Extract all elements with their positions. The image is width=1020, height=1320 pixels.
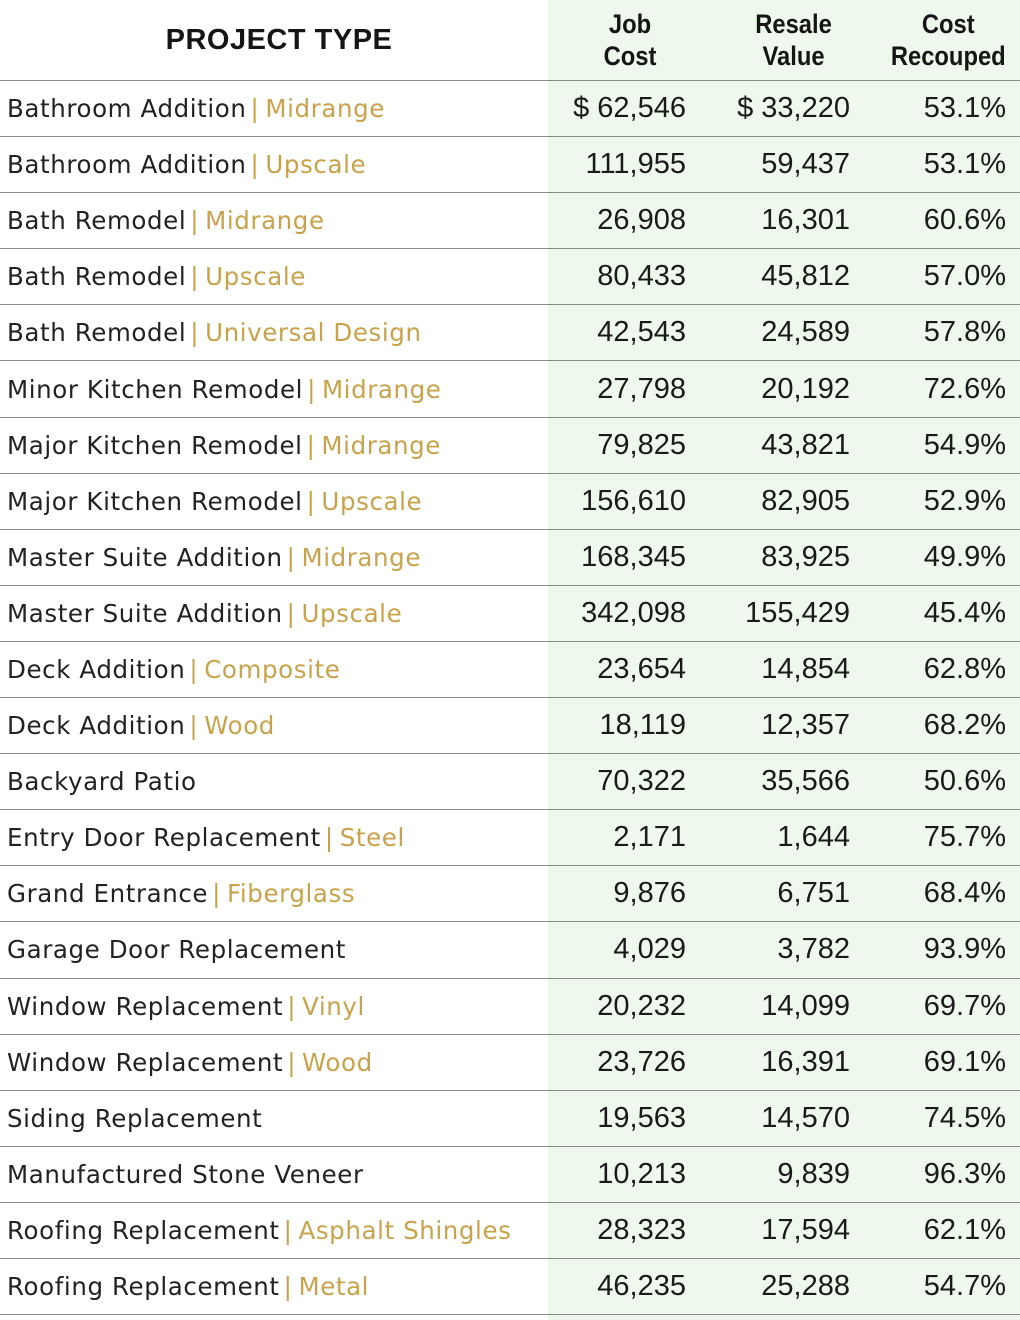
variant-separator: | <box>283 1272 293 1302</box>
cost-recouped-cell: 93.9% <box>923 933 1006 966</box>
project-name: Grand Entrance <box>7 879 209 909</box>
header-cost-recouped <box>876 0 1020 80</box>
table-row <box>0 754 1020 810</box>
variant-separator: | <box>189 654 199 684</box>
job-cost-cell: 156,610 <box>581 484 686 517</box>
table-row <box>0 137 1020 193</box>
project-variant: Steel <box>339 823 405 853</box>
cost-recouped-cell: 75.7% <box>923 821 1006 854</box>
project-type-cell <box>0 150 548 179</box>
project-name: Bath Remodel <box>7 206 187 236</box>
project-type-cell <box>0 543 548 572</box>
resale-value-cell: 59,437 <box>761 148 850 181</box>
job-cost-cell: 46,235 <box>597 1270 686 1303</box>
project-name: Deck Addition <box>7 711 186 741</box>
table-row <box>0 1035 1020 1091</box>
project-name: Roofing Replacement <box>7 1272 280 1302</box>
variant-separator: | <box>287 991 297 1021</box>
project-name: Master Suite Addition <box>7 542 283 572</box>
project-name: Siding Replacement <box>7 1103 263 1133</box>
project-type-cell <box>0 711 548 740</box>
table-row <box>0 866 1020 922</box>
cost-recouped-cell: 72.6% <box>923 372 1006 405</box>
resale-value-cell: 16,391 <box>761 1045 850 1078</box>
table-row <box>0 474 1020 530</box>
job-cost-cell: 23,654 <box>597 652 686 685</box>
job-cost-cell: 20,232 <box>597 989 686 1022</box>
variant-separator: | <box>189 711 199 741</box>
cost-recouped-cell: 62.1% <box>923 1213 1006 1246</box>
project-name: Major Kitchen Remodel <box>7 486 303 516</box>
project-type-cell <box>0 318 548 347</box>
header-project-type <box>0 0 548 80</box>
table-row <box>0 922 1020 978</box>
resale-value-cell: 155,429 <box>745 596 850 629</box>
resale-value-cell: 14,854 <box>761 652 850 685</box>
resale-value-cell: 45,812 <box>761 260 850 293</box>
project-variant: Fiberglass <box>226 879 356 909</box>
project-type-cell <box>0 375 548 404</box>
header-resale-line2: Value <box>762 41 826 71</box>
header-resale-value <box>712 0 876 80</box>
variant-separator: | <box>283 1215 293 1245</box>
resale-value-cell: 9,839 <box>777 1157 850 1190</box>
header-job-cost-line2: Cost <box>603 41 657 71</box>
job-cost-cell: 4,029 <box>613 933 686 966</box>
table-row <box>0 698 1020 754</box>
job-cost-cell: 42,543 <box>597 316 686 349</box>
job-cost-cell: $ 62,546 <box>573 92 686 125</box>
resale-value-cell: $ 33,220 <box>737 92 850 125</box>
variant-separator: | <box>287 1047 297 1077</box>
job-cost-cell: 342,098 <box>581 596 686 629</box>
table-row <box>0 305 1020 361</box>
project-name: Deck Addition <box>7 654 186 684</box>
job-cost-cell: 27,798 <box>597 372 686 405</box>
table-row <box>0 979 1020 1035</box>
project-name: Bath Remodel <box>7 262 187 292</box>
cost-recouped-cell: 68.2% <box>923 709 1006 742</box>
project-variant: Upscale <box>321 486 423 516</box>
project-name: Garage Door Replacement <box>7 935 346 965</box>
project-variant: Wood <box>302 1047 373 1077</box>
table-row <box>0 586 1020 642</box>
project-variant: Midrange <box>321 430 441 460</box>
project-variant: Midrange <box>321 374 442 404</box>
project-type-cell <box>0 655 548 684</box>
project-type-cell <box>0 935 548 964</box>
cost-recouped-cell: 45.4% <box>923 596 1006 629</box>
project-type-cell <box>0 992 548 1021</box>
variant-separator: | <box>306 430 316 460</box>
job-cost-cell: 111,955 <box>585 148 686 181</box>
job-cost-cell: 2,171 <box>613 821 686 854</box>
cost-recouped-cell: 53.1% <box>923 92 1006 125</box>
project-variant: Asphalt Shingles <box>298 1215 512 1245</box>
cost-recouped-cell: 52.9% <box>923 484 1006 517</box>
project-type-cell <box>0 1104 548 1133</box>
variant-separator: | <box>250 150 260 180</box>
table-row <box>0 642 1020 698</box>
project-name: Window Replacement <box>7 1047 284 1077</box>
resale-value-cell: 14,570 <box>761 1101 850 1134</box>
table-row <box>0 530 1020 586</box>
project-name: Window Replacement <box>7 991 284 1021</box>
resale-value-cell: 12,357 <box>761 709 850 742</box>
variant-separator: | <box>286 598 296 628</box>
project-type-cell <box>0 767 548 796</box>
project-type-cell <box>0 1216 548 1245</box>
project-type-cell <box>0 94 548 123</box>
project-type-cell <box>0 1048 548 1077</box>
cost-recouped-cell: 57.0% <box>923 260 1006 293</box>
job-cost-cell: 80,433 <box>597 260 686 293</box>
variant-separator: | <box>190 206 200 236</box>
variant-separator: | <box>324 823 334 853</box>
project-name: Bath Remodel <box>7 318 187 348</box>
header-resale-line1: Resale <box>755 9 833 39</box>
project-type-cell <box>0 262 548 291</box>
resale-value-cell: 24,589 <box>761 316 850 349</box>
resale-value-cell: 1,644 <box>777 821 850 854</box>
job-cost-cell: 70,322 <box>597 765 686 798</box>
project-name: Bathroom Addition <box>7 150 247 180</box>
variant-separator: | <box>306 486 316 516</box>
job-cost-cell: 28,323 <box>597 1213 686 1246</box>
table-row <box>0 810 1020 866</box>
header-job-cost <box>548 0 712 80</box>
cost-recouped-cell: 69.1% <box>923 1045 1006 1078</box>
job-cost-cell: 79,825 <box>597 428 686 461</box>
cost-recouped-cell: 62.8% <box>923 652 1006 685</box>
resale-value-cell: 6,751 <box>777 877 850 910</box>
project-variant: Composite <box>204 654 341 684</box>
header-job-cost-line1: Job <box>608 9 652 39</box>
job-cost-cell: 18,119 <box>599 709 686 742</box>
project-variant: Midrange <box>301 542 421 572</box>
table-header <box>0 0 1020 81</box>
header-recouped-line2: Recouped <box>890 41 1006 71</box>
variant-separator: | <box>190 318 200 348</box>
resale-value-cell: 16,301 <box>761 204 850 237</box>
project-name: Major Kitchen Remodel <box>7 430 303 460</box>
resale-value-cell: 17,594 <box>761 1213 850 1246</box>
job-cost-cell: 23,726 <box>597 1045 686 1078</box>
cost-recouped-cell: 54.7% <box>923 1270 1006 1303</box>
cost-recouped-cell: 74.5% <box>923 1101 1006 1134</box>
job-cost-cell: 168,345 <box>581 540 686 573</box>
resale-value-cell: 3,782 <box>777 933 850 966</box>
resale-value-cell: 35,566 <box>761 765 850 798</box>
job-cost-cell: 26,908 <box>597 204 686 237</box>
cost-recouped-cell: 54.9% <box>923 428 1006 461</box>
table-body <box>0 81 1020 1315</box>
project-variant: Midrange <box>265 94 385 124</box>
project-type-cell <box>0 599 548 628</box>
job-cost-cell: 10,213 <box>597 1157 686 1190</box>
project-name: Entry Door Replacement <box>7 823 321 853</box>
project-type-cell <box>0 1272 548 1301</box>
project-type-cell <box>0 879 548 908</box>
cost-recouped-cell: 49.9% <box>923 540 1006 573</box>
project-variant: Universal Design <box>205 318 422 348</box>
table-row <box>0 418 1020 474</box>
project-variant: Upscale <box>205 262 306 292</box>
cost-recouped-cell: 53.1% <box>923 148 1006 181</box>
table-row <box>0 361 1020 417</box>
resale-value-cell: 25,288 <box>761 1270 850 1303</box>
table-row <box>0 1203 1020 1259</box>
cost-recouped-cell: 69.7% <box>923 989 1006 1022</box>
cost-recouped-cell: 60.6% <box>923 204 1006 237</box>
project-type-cell <box>0 206 548 235</box>
table-row <box>0 193 1020 249</box>
variant-separator: | <box>307 374 316 404</box>
project-name: Roofing Replacement <box>7 1215 280 1245</box>
project-variant: Metal <box>298 1272 370 1302</box>
table-row <box>0 1147 1020 1203</box>
cost-recouped-cell: 50.6% <box>923 765 1006 798</box>
project-variant: Midrange <box>205 206 325 236</box>
resale-value-cell: 82,905 <box>761 484 850 517</box>
project-name: Manufactured Stone Veneer <box>7 1159 364 1189</box>
resale-value-cell: 20,192 <box>761 372 850 405</box>
table-row <box>0 81 1020 137</box>
table-row <box>0 249 1020 305</box>
project-name: Master Suite Addition <box>7 598 283 628</box>
variant-separator: | <box>190 262 200 292</box>
project-variant: Wood <box>204 711 275 741</box>
cost-recouped-cell: 96.3% <box>923 1157 1006 1190</box>
project-variant: Upscale <box>301 598 403 628</box>
project-type-cell <box>0 431 548 460</box>
cost-recouped-cell: 68.4% <box>923 877 1006 910</box>
project-variant: Upscale <box>265 150 367 180</box>
project-name: Backyard Patio <box>7 767 197 797</box>
table-row <box>0 1259 1020 1315</box>
project-type-cell <box>0 1160 548 1189</box>
table-row <box>0 1091 1020 1147</box>
project-name: Minor Kitchen Remodel <box>7 374 304 404</box>
project-type-cell <box>0 823 548 852</box>
job-cost-cell: 19,563 <box>597 1101 686 1134</box>
project-variant: Vinyl <box>302 991 365 1021</box>
resale-value-cell: 14,099 <box>761 989 850 1022</box>
project-name: Bathroom Addition <box>7 94 247 124</box>
resale-value-cell: 43,821 <box>761 428 850 461</box>
job-cost-cell: 9,876 <box>613 877 686 910</box>
variant-separator: | <box>250 94 260 124</box>
header-project-type-label: PROJECT TYPE <box>165 23 393 56</box>
variant-separator: | <box>212 879 221 909</box>
variant-separator: | <box>286 542 296 572</box>
project-type-cell <box>0 487 548 516</box>
resale-value-cell: 83,925 <box>761 540 850 573</box>
cost-recouped-cell: 57.8% <box>923 316 1006 349</box>
header-recouped-line1: Cost <box>921 9 975 39</box>
